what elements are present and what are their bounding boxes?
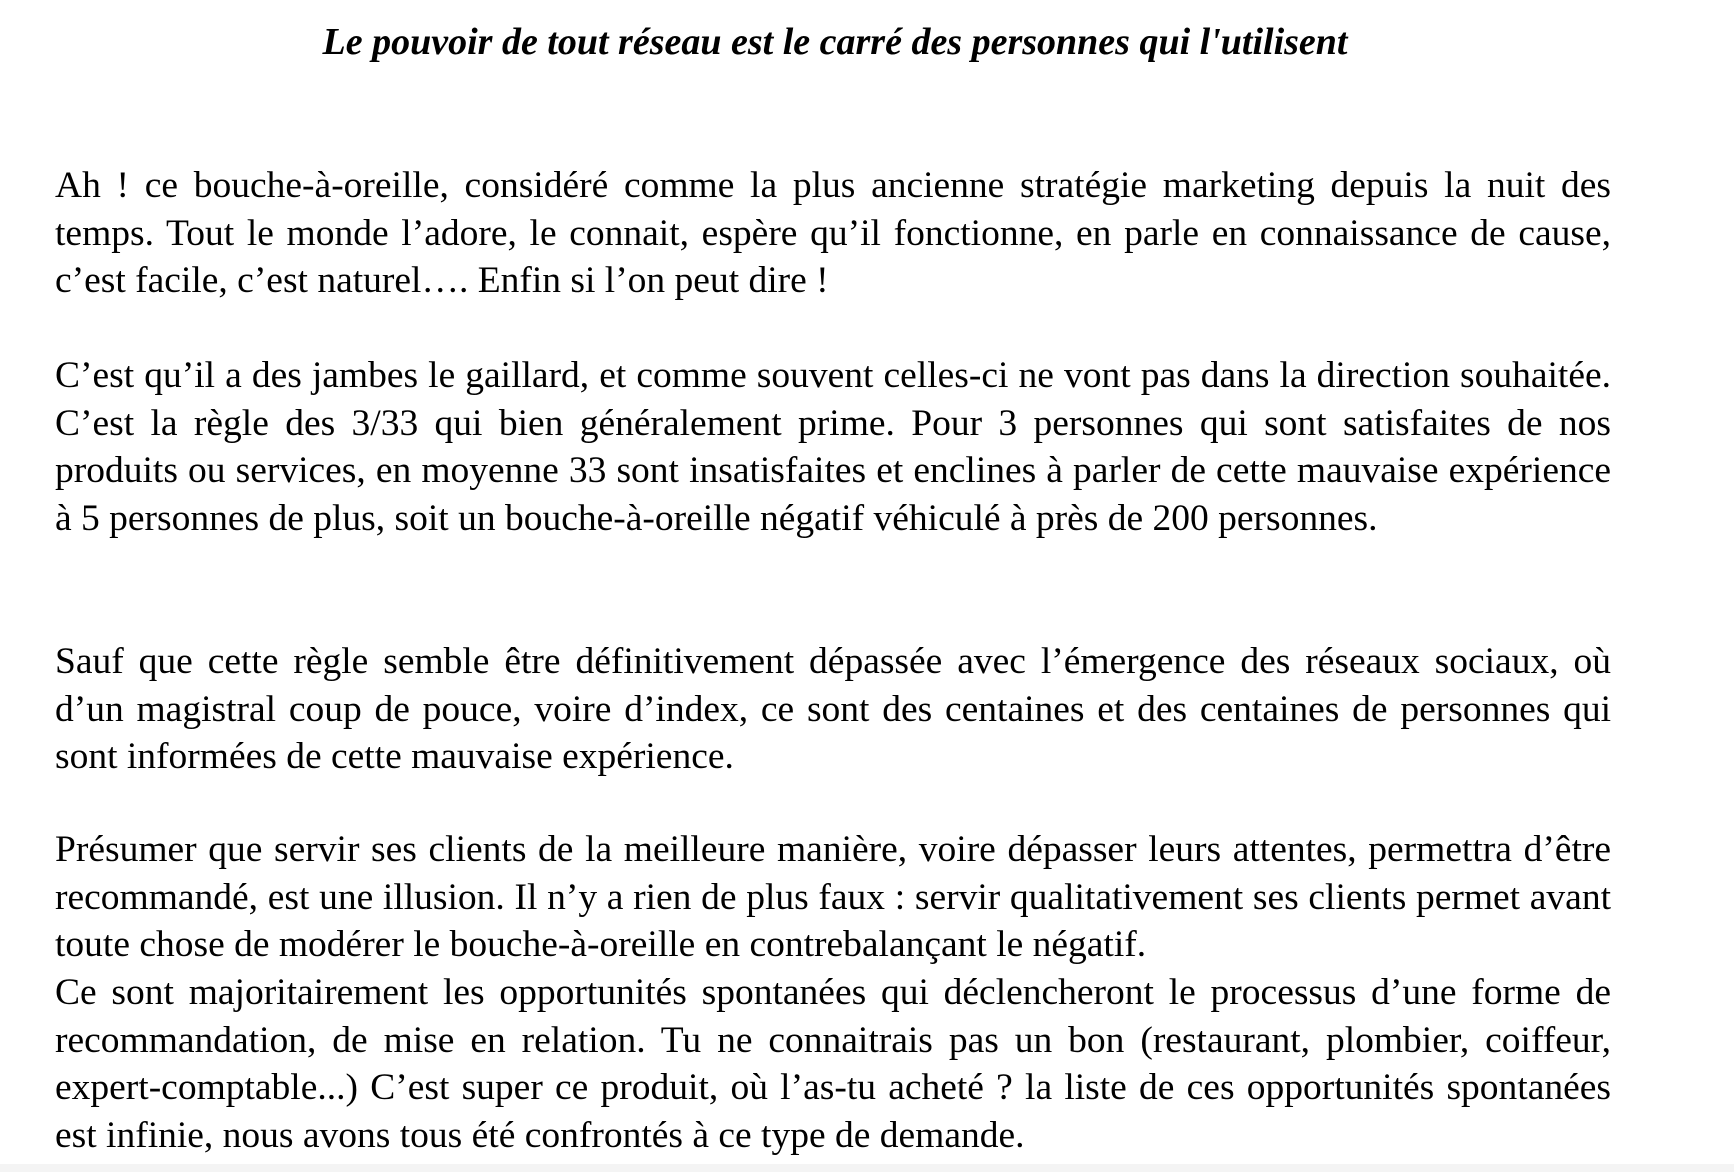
document-title: Le pouvoir de tout réseau est le carré des personnes qui l'utilisent [322,21,1348,63]
paragraph-bouche-a-oreille: Ah ! ce bouche-à-oreille, considéré comme la plus ancienne stratégie marketing depuis la nuit des temps. Tout le monde l’adore, le connait, espère qu’il fonctionne, en parle en connaissance de cause, c’est facile, c’est naturel…. Enfin si l’on peut dire ! [55,165,1611,302]
paragraph-illusion: Présumer que servir ses clients de la meilleure manière, voire dépasser leurs attentes, permettra d’être recommandé, est une illusion. Il n’y a rien de plus faux : servir qualitativement ses clients permet avant toute chose de modérer le bouche-à-oreille en contrebalançant le négatif. [55,829,1611,966]
paragraph-opportunites: Ce sont majoritairement les opportunités spontanées qui déclencheront le processus d’une forme de recommandation, de mise en relation. Tu ne connaitrais pas un bon (restaurant, plombier, coiffeur, expert-comptable...) C’est super ce produit, où l’as-tu acheté ? la liste de ces opportunités spontanées est infinie, nous avons tous été confrontés à ce type de demande. [55,972,1611,1156]
paragraph-reseaux-sociaux: Sauf que cette règle semble être définitivement dépassée avec l’émergence des réseaux sociaux, où d’un magistral coup de pouce, voire d’index, ce sont des centaines et des centaines de personnes qui sont informées de cette mauvaise expérience. [55,641,1611,778]
paragraph-regle-3-33: C’est qu’il a des jambes le gaillard, et comme souvent celles-ci ne vont pas dans la direction souhaitée. C’est la règle des 3/33 qui bien généralement prime. Pour 3 personnes qui sont satisfaites de nos produits ou services, en moyenne 33 sont insatisfaites et enclines à parler de cette mauvaise expérience à 5 personnes de plus, soit un bouche-à-oreille négatif véhiculé à près de 200 personnes. [55,355,1611,539]
page-bottom-edge [0,1164,1734,1172]
